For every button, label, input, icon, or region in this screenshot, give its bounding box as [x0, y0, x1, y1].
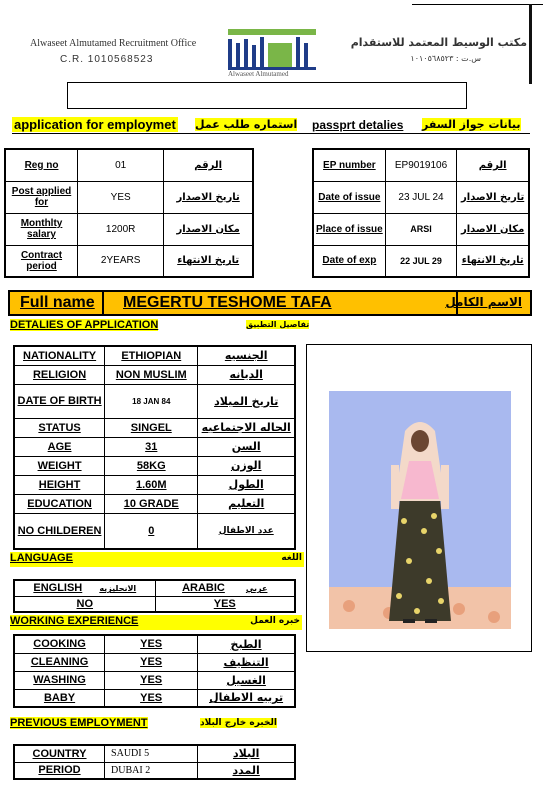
passport-title-ar: بيانات جواز السفر [422, 118, 521, 131]
religion-value: NON MUSLIM [105, 365, 198, 384]
table-row [14, 365, 295, 384]
table-row [313, 149, 529, 181]
table-row [14, 494, 295, 513]
period-label-ar: المدد [198, 762, 295, 779]
applicant-photo [329, 391, 511, 629]
table-row [14, 671, 295, 689]
date-of-exp-label-ar: تاريخ الانتهاء [457, 245, 529, 277]
salary-value: 1200R [78, 213, 164, 245]
english-label: ENGLISH [33, 582, 83, 595]
title-underline [12, 133, 530, 134]
baby-value: YES [105, 689, 198, 707]
experience-label-ar: خبره العمل [250, 616, 300, 626]
height-value: 1.60M [105, 475, 198, 494]
reg-no-label: Reg no [5, 149, 78, 181]
age-label: AGE [14, 437, 105, 456]
ep-number-value: EP9019106 [385, 149, 457, 181]
country-value: SAUDI 5 [105, 745, 198, 762]
header [0, 0, 543, 80]
reg-no-value: 01 [78, 149, 164, 181]
religion-label: RELIGION [14, 365, 105, 384]
cr-number-en: C.R. 1010568523 [60, 54, 154, 65]
education-label: EDUCATION [14, 494, 105, 513]
period-value: DUBAI 2 [105, 762, 198, 779]
weight-label: WEIGHT [14, 456, 105, 475]
status-label-ar: الحاله الاجتماعيه [198, 418, 295, 437]
cleaning-label-ar: التنظيف [198, 653, 295, 671]
title-line [12, 117, 530, 137]
weight-label-ar: الوزن [198, 456, 295, 475]
contract-label: Contract period [5, 245, 78, 277]
date-of-issue-label-ar: تاريخ الاصدار [457, 181, 529, 213]
children-value: 0 [105, 513, 198, 549]
language-label: LANGUAGE [10, 552, 73, 564]
table-row [14, 689, 295, 707]
height-label: HEIGHT [14, 475, 105, 494]
table-row [14, 762, 295, 779]
office-name-ar: مكتب الوسيط المعتمد للاستقدام [350, 36, 527, 49]
application-title-ar: استماره طلب عمل [195, 118, 298, 131]
date-of-exp-label: Date of exp [313, 245, 385, 277]
previous-label: PREVIOUS EMPLOYMENT [10, 717, 148, 729]
baby-label: BABY [14, 689, 105, 707]
arabic-value: YES [155, 596, 295, 612]
place-of-issue-label: Place of issue [313, 213, 385, 245]
place-of-issue-value: ARSI [385, 213, 457, 245]
salary-label: Monthlty salary [5, 213, 78, 245]
education-label-ar: التعليم [198, 494, 295, 513]
ep-number-label: EP number [313, 149, 385, 181]
contract-label-ar: تاريخ الانتهاء [164, 245, 253, 277]
date-of-issue-label: Date of issue [313, 181, 385, 213]
date-of-issue-value: 23 JUL 24 [385, 181, 457, 213]
previous-label-ar: الخبره خارج البلاد [200, 718, 277, 728]
nationality-value: ETHIOPIAN [105, 346, 198, 365]
photo-frame [306, 344, 532, 652]
passport-title-en: passprt detalies [312, 118, 404, 132]
table-row [14, 596, 295, 612]
dob-value: 18 JAN 84 [105, 384, 198, 418]
table-row [313, 181, 529, 213]
language-table [13, 579, 296, 613]
nationality-label-ar: الجنسيه [198, 346, 295, 365]
table-row [14, 653, 295, 671]
washing-value: YES [105, 671, 198, 689]
cooking-value: YES [105, 635, 198, 653]
table-row [313, 245, 529, 277]
experience-section-header [10, 615, 302, 630]
table-row [14, 437, 295, 456]
religion-label-ar: الديانه [198, 365, 295, 384]
english-value: NO [14, 596, 155, 612]
table-row [5, 245, 253, 277]
table-row [14, 635, 295, 653]
date-of-exp-value: 22 JUL 29 [385, 245, 457, 277]
education-value: 10 GRADE [105, 494, 198, 513]
country-label: COUNTRY [14, 745, 105, 762]
language-section-header [10, 552, 304, 567]
right-edge-rule [529, 4, 532, 84]
weight-value: 58KG [105, 456, 198, 475]
cleaning-label: CLEANING [14, 653, 105, 671]
post-applied-label-ar: تاريخ الاصدار [164, 181, 253, 213]
passport-table [312, 148, 530, 278]
application-table [4, 148, 254, 278]
table-row [14, 475, 295, 494]
washing-label-ar: الغسيل [198, 671, 295, 689]
post-applied-value: YES [78, 181, 164, 213]
period-label: PERIOD [14, 762, 105, 779]
details-section-label-ar: تفاصيل التطبيق [246, 320, 310, 329]
previous-table [13, 744, 296, 780]
full-name-divider [102, 292, 104, 314]
table-row [14, 384, 295, 418]
cleaning-value: YES [105, 653, 198, 671]
children-label: NO CHILDEREN [14, 513, 105, 549]
age-label-ar: السن [198, 437, 295, 456]
table-row [14, 456, 295, 475]
table-row [14, 745, 295, 762]
baby-label-ar: تربيه الاطفال [198, 689, 295, 707]
age-value: 31 [105, 437, 198, 456]
table-row [14, 346, 295, 365]
cooking-label-ar: الطبخ [198, 635, 295, 653]
dob-label-ar: تاريخ الميلاد [198, 384, 295, 418]
cooking-label: COOKING [14, 635, 105, 653]
details-section-label: DETALIES OF APPLICATION [10, 319, 159, 331]
washing-label: WASHING [14, 671, 105, 689]
table-row [14, 580, 295, 596]
status-value: SINGEL [105, 418, 198, 437]
children-label-ar: عدد الاطفال [198, 513, 295, 549]
company-logo [226, 27, 318, 79]
ep-number-label-ar: الرقم [457, 149, 529, 181]
header-empty-box [67, 82, 467, 109]
nationality-label: NATIONALITY [14, 346, 105, 365]
full-name-bar [8, 290, 532, 316]
language-label-ar: اللغه [281, 553, 302, 563]
full-name-label: Full name [20, 294, 95, 311]
experience-label: WORKING EXPERIENCE [10, 615, 139, 627]
reg-no-label-ar: الرقم [164, 149, 253, 181]
table-row [14, 513, 295, 549]
dob-label: DATE OF BIRTH [14, 384, 105, 418]
previous-section-header [10, 717, 294, 732]
full-name-value: MEGERTU TESHOME TAFA [123, 294, 332, 311]
table-row [14, 418, 295, 437]
post-applied-label: Post applied for [5, 181, 78, 213]
table-row [5, 181, 253, 213]
top-right-rule [412, 4, 543, 5]
place-of-issue-label-ar: مكان الاصدار [457, 213, 529, 245]
cr-number-ar: س.ت : ١٠١٠٥٦٨٥٢٣ [410, 54, 481, 63]
height-label-ar: الطول [198, 475, 295, 494]
logo-caption: Alwaseet Almutamed [228, 70, 289, 78]
table-row [5, 213, 253, 245]
status-label: STATUS [14, 418, 105, 437]
details-table [13, 345, 296, 550]
table-row [313, 213, 529, 245]
table-row [5, 149, 253, 181]
office-name-en: Alwaseet Almutamed Recruitment Office [30, 38, 197, 49]
arabic-label-ar: عربي [245, 584, 268, 594]
english-label-ar: الانجليزيه [99, 584, 137, 594]
full-name-label-ar: الاسم الكامل [445, 295, 522, 309]
application-title-en: application for employmet [14, 117, 176, 132]
country-label-ar: البلاد [198, 745, 295, 762]
contract-value: 2YEARS [78, 245, 164, 277]
salary-label-ar: مكان الاصدار [164, 213, 253, 245]
details-section-header [10, 319, 310, 335]
experience-table [13, 634, 296, 708]
arabic-label: ARABIC [182, 582, 225, 595]
